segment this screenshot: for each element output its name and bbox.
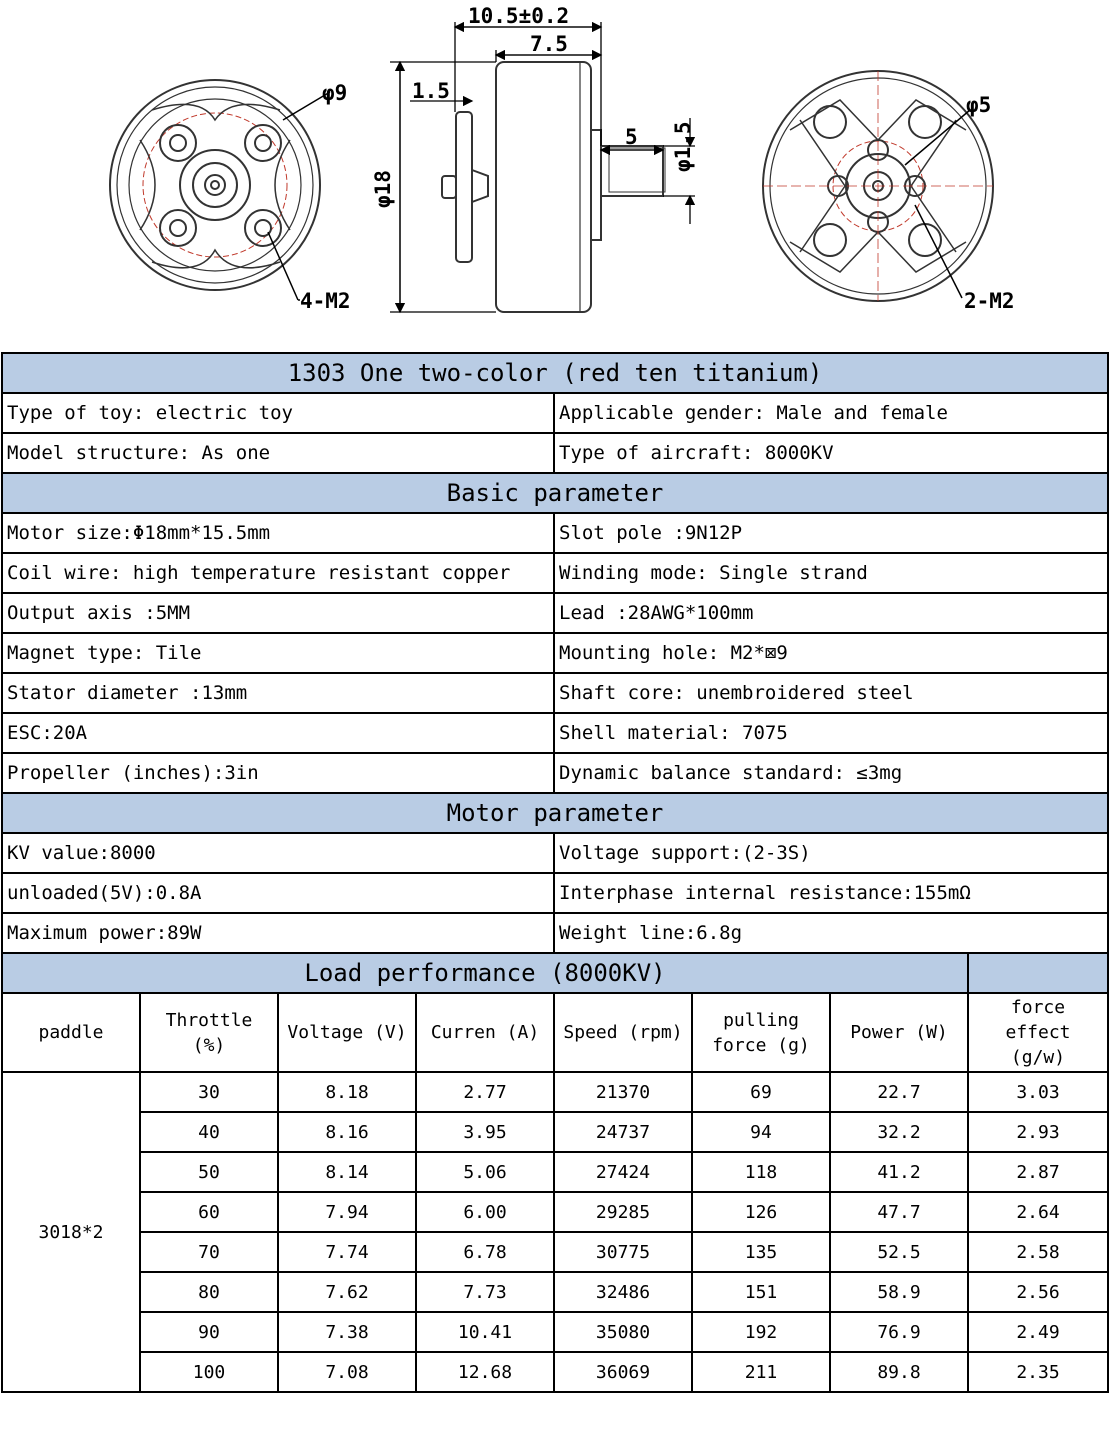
front-circle-dim: φ9 xyxy=(322,81,348,105)
table-cell: 29285 xyxy=(554,1192,692,1232)
spec-row xyxy=(2,753,1108,793)
table-cell: 2.58 xyxy=(968,1232,1108,1272)
spec-cell: Lead :28AWG*100mm xyxy=(554,593,1108,633)
table-cell: 118 xyxy=(692,1152,830,1192)
load-header-row xyxy=(2,993,1108,1072)
spec-row xyxy=(2,593,1108,633)
table-cell: 52.5 xyxy=(830,1232,968,1272)
side-view xyxy=(442,62,665,312)
column-header: pulling force (g) xyxy=(692,993,830,1072)
table-cell: 90 xyxy=(140,1312,278,1352)
page-title: 1303 One two-color (red ten titanium) xyxy=(2,353,1108,393)
load-section-title-blank xyxy=(968,953,1108,993)
table-cell: 135 xyxy=(692,1232,830,1272)
table-cell: 2.77 xyxy=(416,1072,554,1112)
spec-cell: Output axis :5MM xyxy=(2,593,554,633)
column-header: Throttle (%) xyxy=(140,993,278,1072)
spec-cell: Motor size:Φ18mm*15.5mm xyxy=(2,513,554,553)
table-cell: 27424 xyxy=(554,1152,692,1192)
spec-cell: Propeller (inches):3in xyxy=(2,753,554,793)
table-cell: 192 xyxy=(692,1312,830,1352)
spec-cell: Slot pole :9N12P xyxy=(554,513,1108,553)
table-cell: 7.73 xyxy=(416,1272,554,1312)
spec-cell: Mounting hole: M2*⊠9 xyxy=(554,633,1108,673)
load-section-title: Load performance (8000KV) xyxy=(2,953,968,993)
table-cell: 2.64 xyxy=(968,1192,1108,1232)
spec-row xyxy=(2,513,1108,553)
spec-cell: Winding mode: Single strand xyxy=(554,553,1108,593)
spec-table xyxy=(1,352,1109,1393)
table-cell: 24737 xyxy=(554,1112,692,1152)
table-cell: 6.00 xyxy=(416,1192,554,1232)
front-holes-label: 4-M2 xyxy=(300,289,351,313)
table-row xyxy=(2,1152,1108,1192)
table-cell: 12.68 xyxy=(416,1352,554,1392)
table-cell: 32486 xyxy=(554,1272,692,1312)
table-cell: 5.06 xyxy=(416,1152,554,1192)
table-cell: 22.7 xyxy=(830,1072,968,1112)
table-cell: 47.7 xyxy=(830,1192,968,1232)
table-cell: 50 xyxy=(140,1152,278,1192)
column-header: paddle xyxy=(2,993,140,1072)
table-cell: 151 xyxy=(692,1272,830,1312)
spec-cell: Weight line:6.8g xyxy=(554,913,1108,953)
table-cell: 8.16 xyxy=(278,1112,416,1152)
table-cell: 7.08 xyxy=(278,1352,416,1392)
table-cell: 94 xyxy=(692,1112,830,1152)
overall-length-dim: 10.5±0.2 xyxy=(468,4,570,28)
table-cell: 89.8 xyxy=(830,1352,968,1392)
table-cell: 30 xyxy=(140,1072,278,1112)
spec-cell: Type of toy: electric toy xyxy=(2,393,554,433)
table-cell: 60 xyxy=(140,1192,278,1232)
column-header: Curren (A) xyxy=(416,993,554,1072)
column-header: Voltage (V) xyxy=(278,993,416,1072)
table-cell: 6.78 xyxy=(416,1232,554,1272)
base-thickness-dim: 1.5 xyxy=(412,79,450,103)
rear-circle-dim: φ5 xyxy=(966,93,992,117)
table-cell: 7.94 xyxy=(278,1192,416,1232)
table-cell: 7.62 xyxy=(278,1272,416,1312)
spec-row xyxy=(2,833,1108,873)
table-row xyxy=(2,1232,1108,1272)
table-cell: 3.95 xyxy=(416,1112,554,1152)
table-cell: 80 xyxy=(140,1272,278,1312)
table-row xyxy=(2,1072,1108,1112)
spec-cell: ESC:20A xyxy=(2,713,554,753)
motor-section-title: Motor parameter xyxy=(2,793,1108,833)
table-cell: 2.35 xyxy=(968,1352,1108,1392)
table-cell: 8.18 xyxy=(278,1072,416,1112)
table-cell: 40 xyxy=(140,1112,278,1152)
spec-cell: Type of aircraft: 8000KV xyxy=(554,433,1108,473)
spec-cell: KV value:8000 xyxy=(2,833,554,873)
diameter-dim: φ18 xyxy=(371,170,395,208)
spec-cell: Maximum power:89W xyxy=(2,913,554,953)
table-cell: 2.87 xyxy=(968,1152,1108,1192)
table-cell: 35080 xyxy=(554,1312,692,1352)
shaft-length-dim: 5 xyxy=(625,125,638,149)
table-cell: 10.41 xyxy=(416,1312,554,1352)
shaft-diameter-dim: φ1.5 xyxy=(671,121,695,172)
table-row xyxy=(2,1312,1108,1352)
spec-cell: Stator diameter :13mm xyxy=(2,673,554,713)
table-cell: 76.9 xyxy=(830,1312,968,1352)
rear-view xyxy=(763,71,993,301)
table-cell: 2.56 xyxy=(968,1272,1108,1312)
spec-row xyxy=(2,873,1108,913)
spec-row xyxy=(2,713,1108,753)
spec-row xyxy=(2,433,1108,473)
spec-row xyxy=(2,633,1108,673)
table-cell: 100 xyxy=(140,1352,278,1392)
table-row xyxy=(2,1272,1108,1312)
column-header: Power (W) xyxy=(830,993,968,1072)
table-cell: 7.74 xyxy=(278,1232,416,1272)
table-cell: 30775 xyxy=(554,1232,692,1272)
spec-cell: Magnet type: Tile xyxy=(2,633,554,673)
spec-cell: Shell material: 7075 xyxy=(554,713,1108,753)
spec-cell: Voltage support:(2-3S) xyxy=(554,833,1108,873)
paddle-cell: 3018*2 xyxy=(2,1072,140,1392)
table-cell: 211 xyxy=(692,1352,830,1392)
table-cell: 21370 xyxy=(554,1072,692,1112)
spec-cell: unloaded(5V):0.8A xyxy=(2,873,554,913)
spec-cell: Dynamic balance standard: ≤3mg xyxy=(554,753,1108,793)
table-cell: 36069 xyxy=(554,1352,692,1392)
table-cell: 2.93 xyxy=(968,1112,1108,1152)
spec-row xyxy=(2,673,1108,713)
column-header: Speed (rpm) xyxy=(554,993,692,1072)
motor-drawings xyxy=(0,0,1109,350)
basic-section-title: Basic parameter xyxy=(2,473,1108,513)
table-cell: 58.9 xyxy=(830,1272,968,1312)
table-cell: 3.03 xyxy=(968,1072,1108,1112)
table-row xyxy=(2,1192,1108,1232)
spec-row xyxy=(2,553,1108,593)
spec-cell: Shaft core: unembroidered steel xyxy=(554,673,1108,713)
column-header: force effect (g/w) xyxy=(968,993,1108,1072)
table-cell: 41.2 xyxy=(830,1152,968,1192)
table-row xyxy=(2,1112,1108,1152)
front-view xyxy=(110,80,320,290)
body-length-dim: 7.5 xyxy=(530,32,568,56)
spec-row xyxy=(2,393,1108,433)
spec-row xyxy=(2,913,1108,953)
table-row xyxy=(2,1352,1108,1392)
table-cell: 126 xyxy=(692,1192,830,1232)
spec-cell: Applicable gender: Male and female xyxy=(554,393,1108,433)
table-cell: 8.14 xyxy=(278,1152,416,1192)
table-cell: 69 xyxy=(692,1072,830,1112)
table-cell: 32.2 xyxy=(830,1112,968,1152)
spec-cell: Interphase internal resistance:155mΩ xyxy=(554,873,1108,913)
spec-cell: Model structure: As one xyxy=(2,433,554,473)
table-cell: 70 xyxy=(140,1232,278,1272)
table-cell: 7.38 xyxy=(278,1312,416,1352)
spec-cell: Coil wire: high temperature resistant copper xyxy=(2,553,554,593)
table-cell: 2.49 xyxy=(968,1312,1108,1352)
rear-holes-label: 2-M2 xyxy=(964,289,1015,313)
